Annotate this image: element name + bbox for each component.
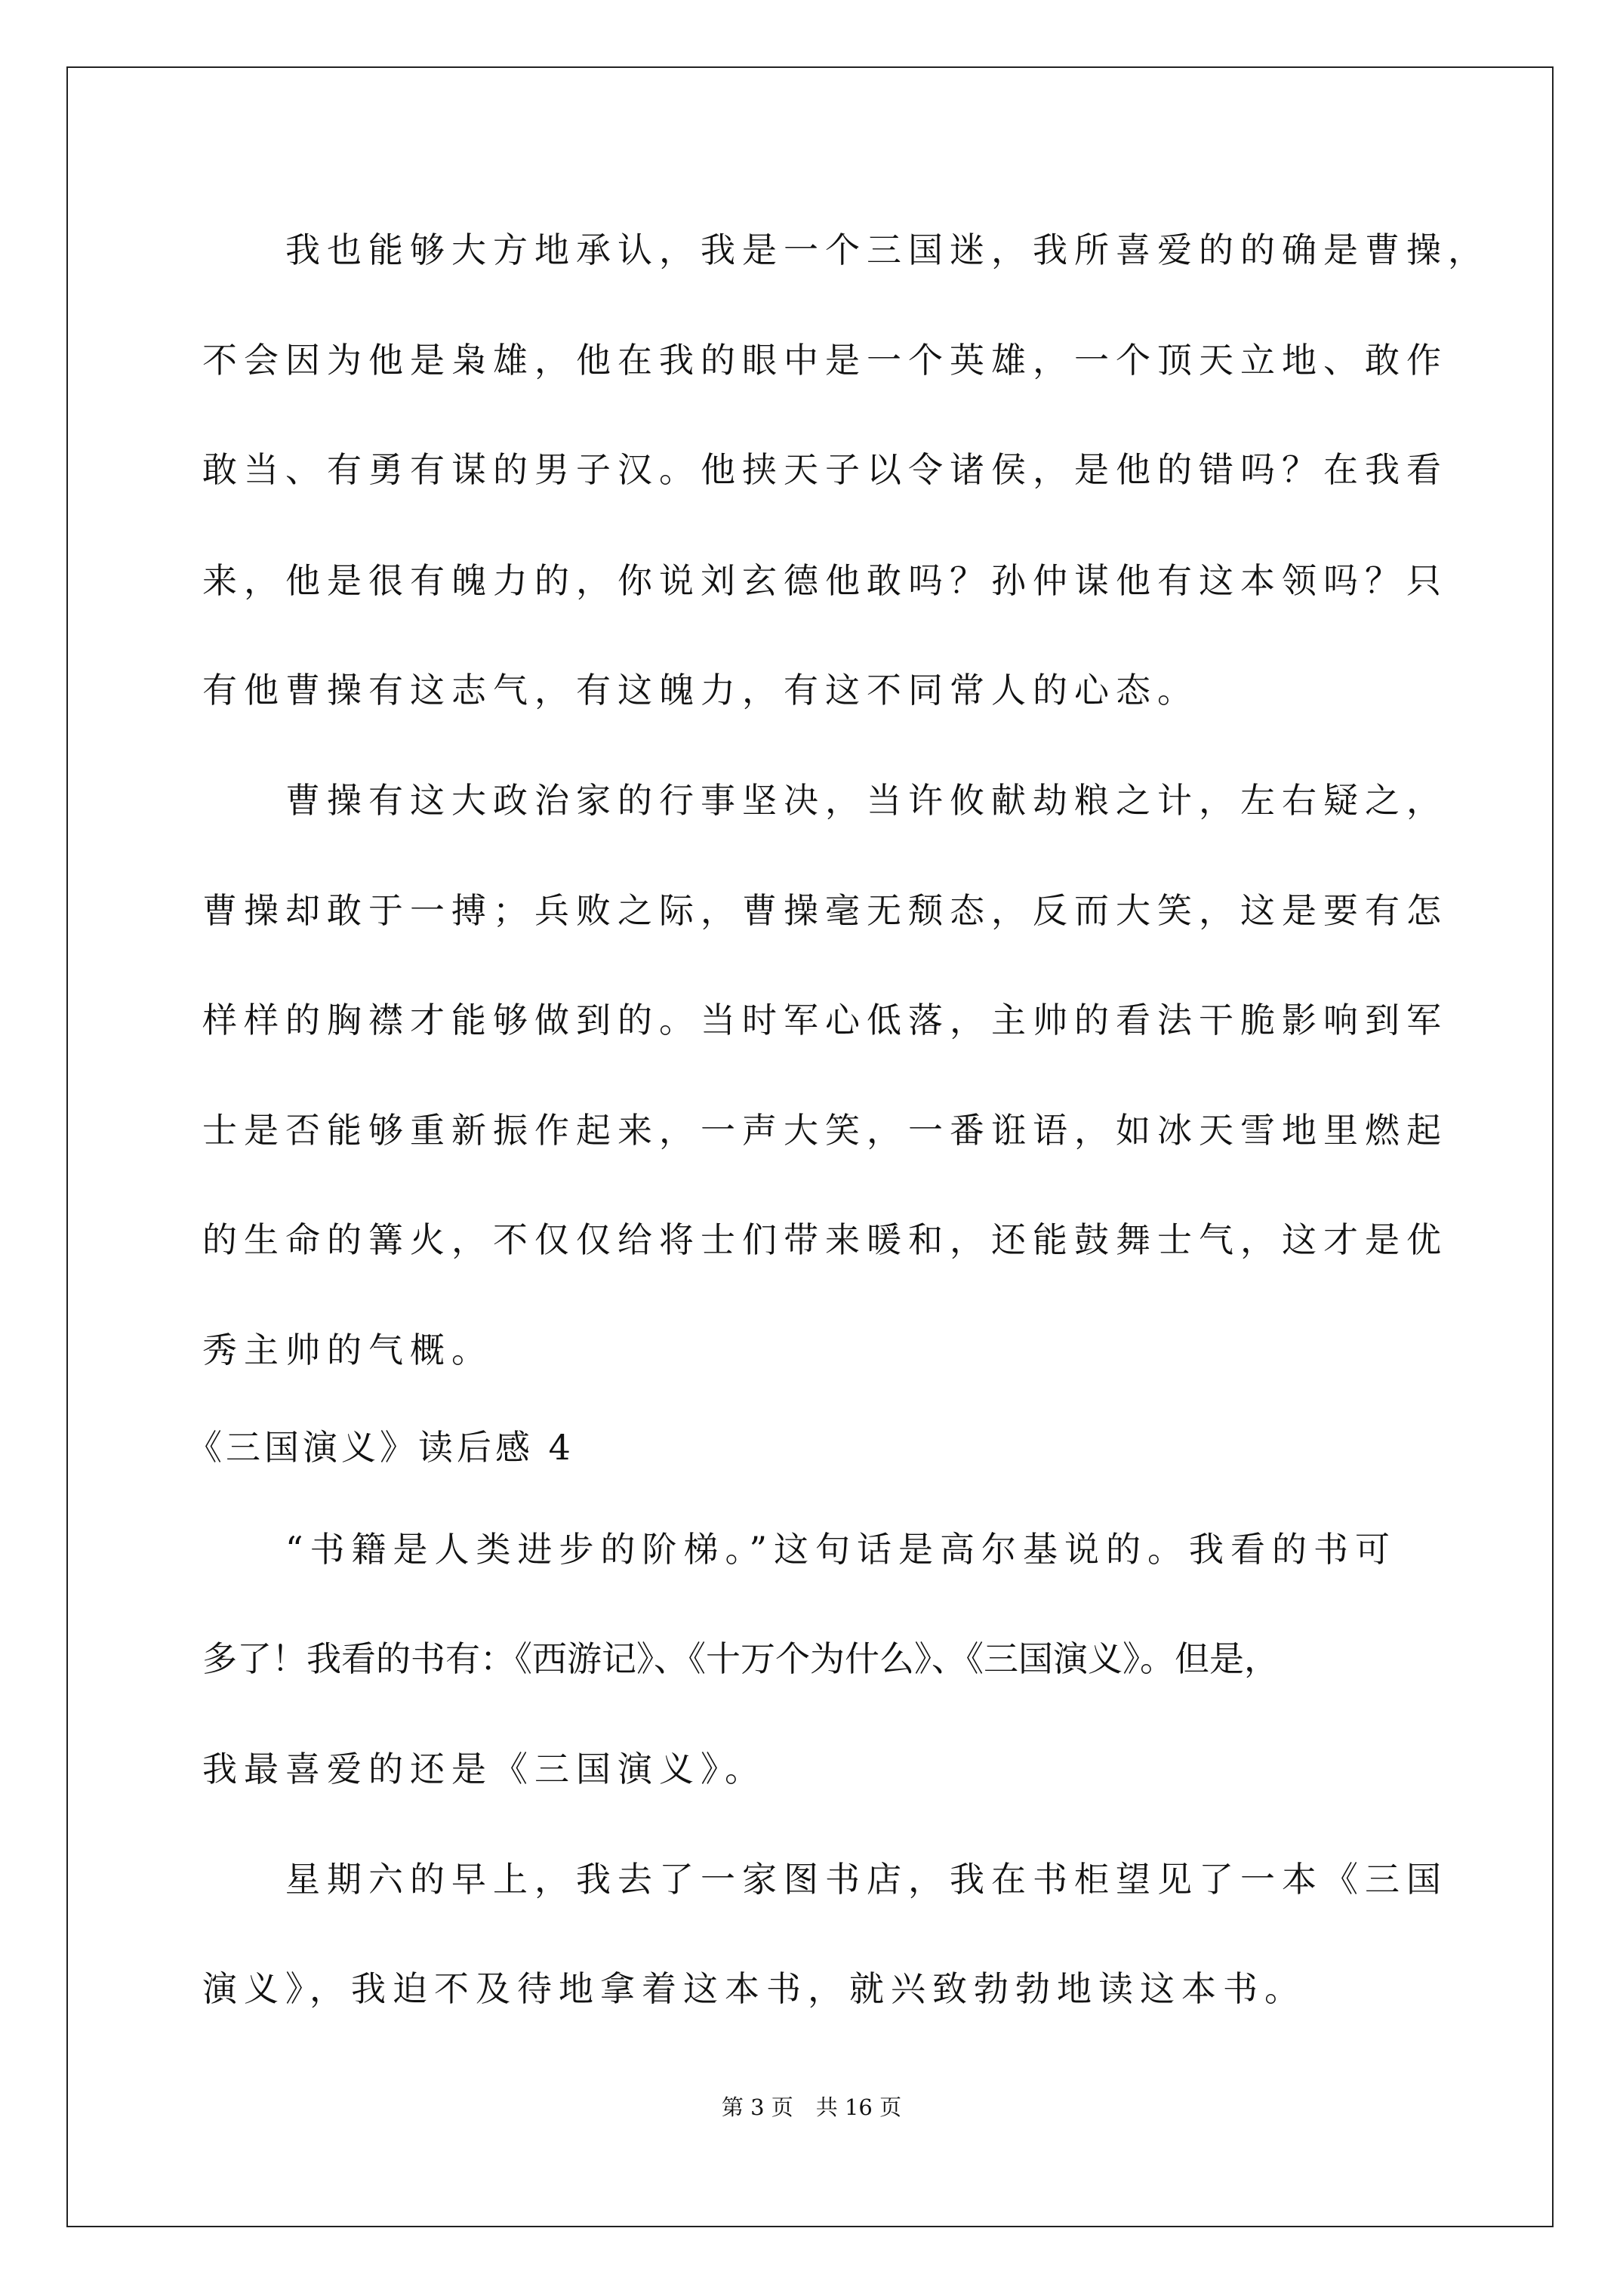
paragraph-2-line-1: 曹操有这大政治家的行事坚决，当许攸献劫粮之计，左右疑之， — [285, 780, 1448, 821]
section-heading: 《三国演义》读后感 4 — [187, 1427, 574, 1468]
paragraph-1-line-5: 有他曹操有这志气，有这魄力，有这不同常人的心态。 — [202, 670, 1199, 710]
paragraph-2-line-3: 样样的胸襟才能够做到的。当时军心低落，主帅的看法干脆影响到军 — [202, 1000, 1448, 1040]
paragraph-2-line-4: 士是否能够重新振作起来，一声大笑，一番诳语，如冰天雪地里燃起 — [202, 1110, 1448, 1151]
paragraph-3-line-3: 我最喜爱的还是《三国演义》。 — [202, 1749, 766, 1789]
paragraph-4-line-2: 演义》，我迫不及待地拿着这本书，就兴致勃勃地读这本书。 — [202, 1968, 1306, 2009]
paragraph-4-line-1: 星期六的早上，我去了一家图书店，我在书柜望见了一本《三国 — [285, 1859, 1448, 1900]
paragraph-2-line-5: 的生命的篝火，不仅仅给将士们带来暖和，还能鼓舞士气，这才是优 — [202, 1219, 1448, 1260]
paragraph-2-line-2: 曹操却敢于一搏；兵败之际，曹操毫无颓态，反而大笑，这是要有怎 — [202, 890, 1448, 931]
paragraph-1-line-2: 不会因为他是枭雄，他在我的眼中是一个英雄，一个顶天立地、敢作 — [202, 340, 1448, 381]
paragraph-1-line-3: 敢当、有勇有谋的男子汉。他挟天子以令诸侯，是他的错吗？在我看 — [202, 449, 1448, 490]
paragraph-3-line-1: “书籍是人类进步的阶梯。”这句话是高尔基说的。我看的书可 — [285, 1529, 1397, 1570]
paragraph-2-line-6: 秀主帅的气概。 — [202, 1330, 493, 1370]
paragraph-3-line-2: 多了！我看的书有：《西游记》、《十万个为什么》、《三国演义》。但是， — [202, 1638, 1279, 1679]
page-number: 第 3 页 — [721, 2094, 793, 2120]
page-footer — [0, 2094, 1623, 2121]
paragraph-1-line-4: 来，他是很有魄力的，你说刘玄德他敢吗？孙仲谋他有这本领吗？只 — [202, 560, 1448, 601]
paragraph-1-line-1: 我也能够大方地承认，我是一个三国迷，我所喜爱的的确是曹操， — [285, 230, 1489, 270]
page-total: 共 16 页 — [815, 2094, 902, 2120]
